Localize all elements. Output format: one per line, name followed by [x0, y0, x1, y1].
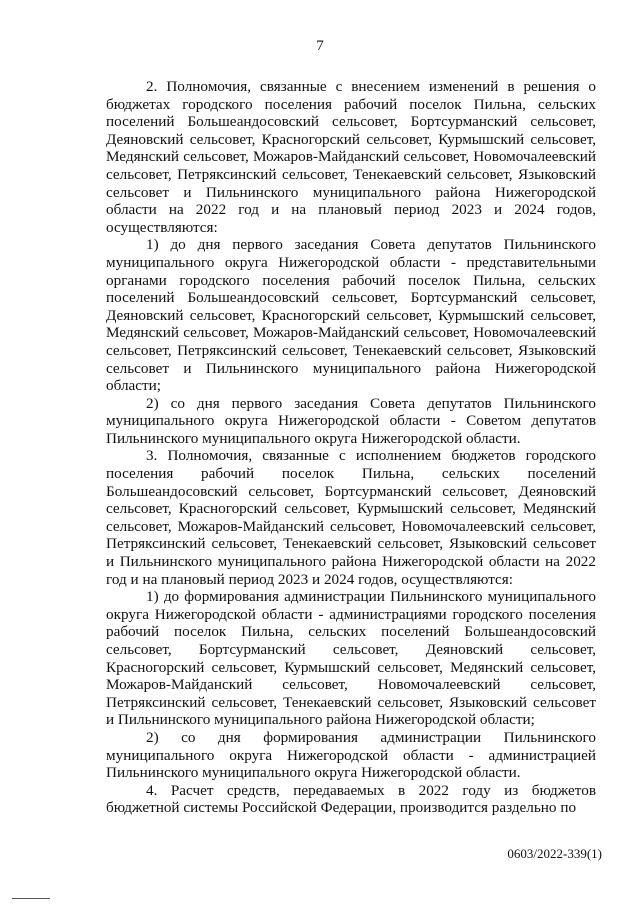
- document-body: [106, 78, 596, 817]
- document-code: 0603/2022-339(1): [507, 846, 602, 861]
- paragraph-2-item-1: 1) до дня первого заседания Совета депутатов Пильнинского муниципального округа Нижегородской области - представительными органами городского поселения рабочий поселок Пильна, сельских поселений Большеандосовский сельсовет, Бортсурманский сельсовет, Деяновский сельсовет, Красногорский сельсовет, Курмышский сельсовет, Медянский сельсовет, Можаров-Майданский сельсовет, Новомочалеевский сельсовет, Петряксинский сельсовет, Тенекаевский сельсовет, Языковский сельсовет и Пильнинского муниципального района Нижегородской области;: [106, 236, 596, 395]
- paragraph-3: 3. Полномочия, связанные с исполнением бюджетов городского поселения рабочий поселок Пильна, сельских поселений Большеандосовский сельсовет, Бортсурманский сельсовет, Деяновский сельсовет, Красногорский сельсовет, Курмышский сельсовет, Медянский сельсовет, Можаров-Майданский сельсовет, Новомочалеевский сельсовет, Петряксинский сельсовет, Тенекаевский сельсовет, Языковский сельсовет и Пильнинского муниципального района Нижегородской области на 2022 год и на плановый период 2023 и 2024 годов, осуществляются:: [106, 447, 596, 588]
- paragraph-2-item-2: 2) со дня первого заседания Совета депутатов Пильнинского муниципального округа Нижегородской области - Советом депутатов Пильнинского муниципального округа Нижегородской области.: [106, 394, 596, 447]
- paragraph-3-item-2: 2) со дня формирования администрации Пильнинского муниципального округа Нижегородской области - администрацией Пильнинского муниципального округа Нижегородской области.: [106, 728, 596, 782]
- paragraph-4: 4. Расчет средств, передаваемых в 2022 году из бюджетов бюджетной системы Российской Федерации, производится раздельно по: [106, 781, 596, 817]
- scan-edge-mark: [12, 898, 50, 899]
- paragraph-3-item-1: 1) до формирования администрации Пильнинского муниципального округа Нижегородской области - администрациями городского поселения рабочий поселок Пильна, сельских поселений Большеандосовский сельсовет, Бортсурманский сельсовет, Деяновский сельсовет, Красногорский сельсовет, Курмышский сельсовет, Медянский сельсовет, Можаров-Майданский сельсовет, Новомочалеевский сельсовет, Петряксинский сельсовет, Тенекаевский сельсовет, Языковский сельсовет и Пильнинского муниципального района Нижегородской области;: [106, 588, 596, 729]
- paragraph-2: 2. Полномочия, связанные с внесением изменений в решения о бюджетах городского поселения рабочий поселок Пильна, сельских поселений Большеандосовский сельсовет, Бортсурманский сельсовет, Деяновский сельсовет, Красногорский сельсовет, Курмышский сельсовет, Медянский сельсовет, Можаров-Майданский сельсовет, Новомочалеевский сельсовет, Петряксинский сельсовет, Тенекаевский сельсовет, Языковский сельсовет и Пильнинского муниципального района Нижегородской области на 2022 год и на плановый период 2023 и 2024 годов, осуществляются:: [106, 78, 596, 236]
- page-number: 7: [316, 38, 324, 54]
